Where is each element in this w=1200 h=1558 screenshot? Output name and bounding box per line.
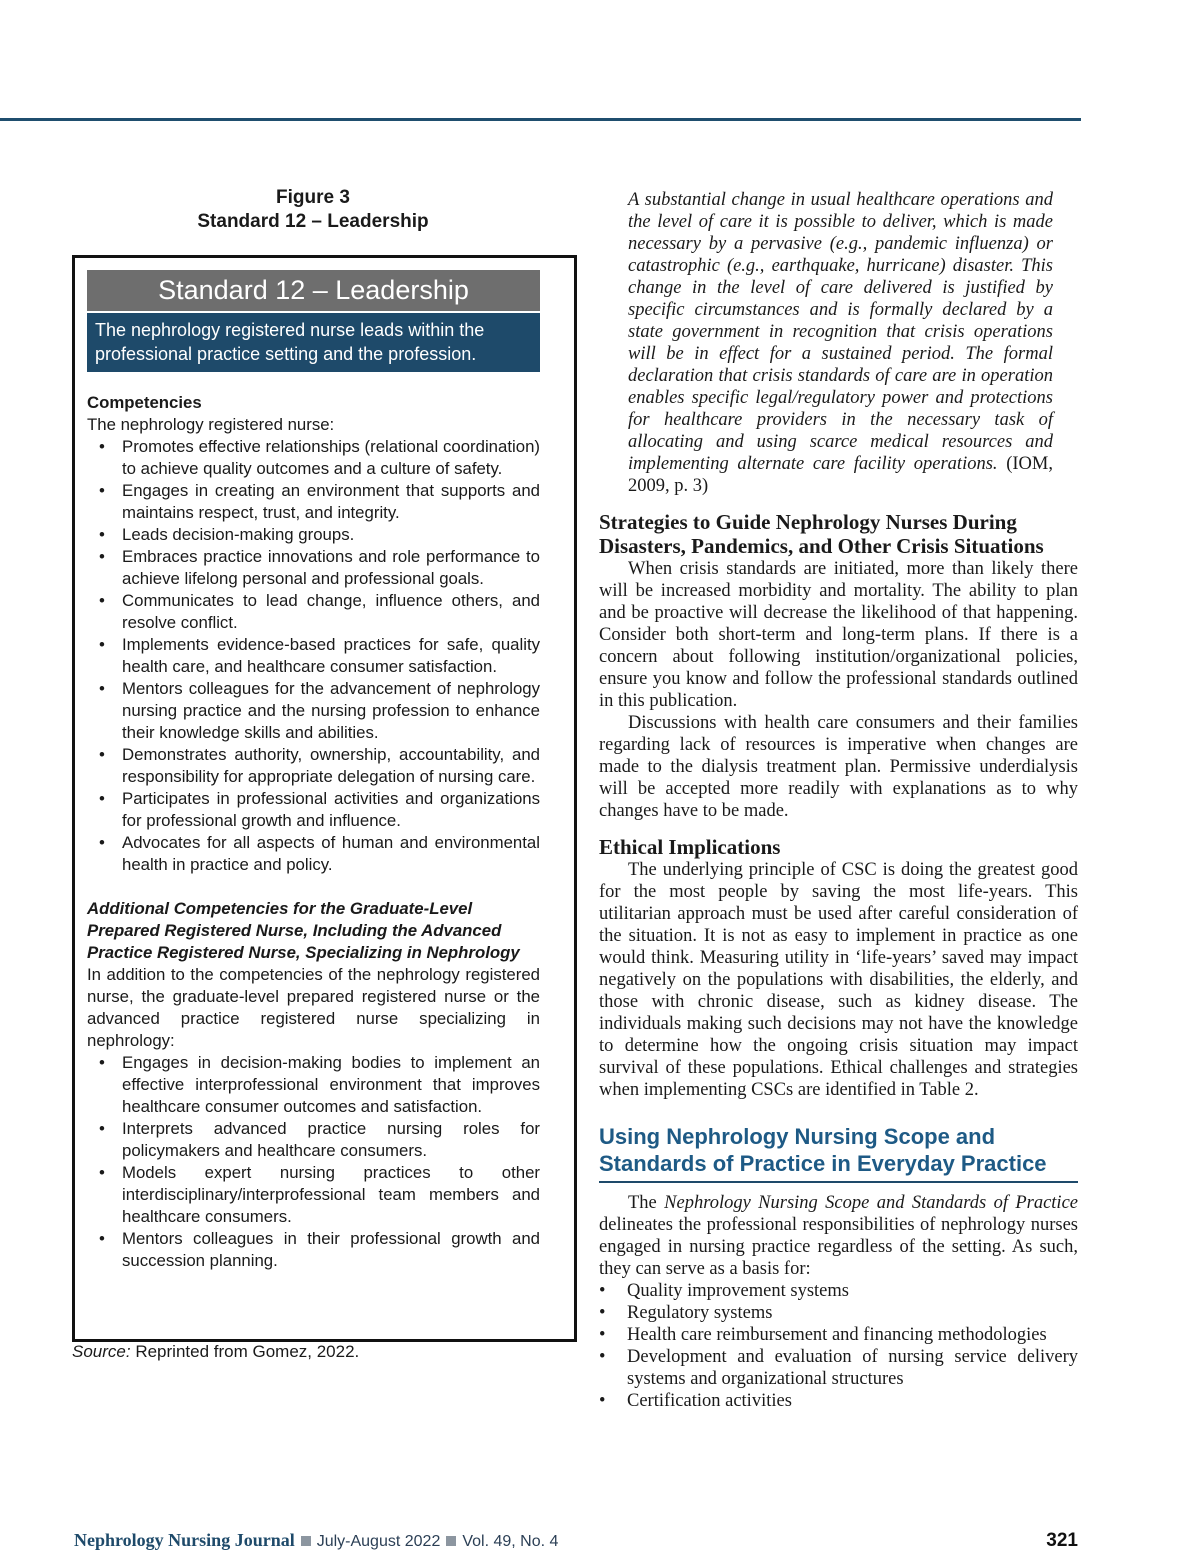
bullet-icon: • bbox=[599, 1325, 606, 1345]
list-item: • Interprets advanced practice nursing roles for policymakers and healthcare consumers. bbox=[99, 1119, 540, 1160]
bullet-icon: • bbox=[99, 525, 105, 544]
paragraph: Discussions with health care consumers and their families regarding lack of resources is imperative when changes are made to the dialysis treatment plan. Permissive underdialysis will be accepted more readily with explanations as to why changes have to be made. bbox=[599, 713, 1078, 821]
bullet-icon: • bbox=[99, 1053, 105, 1072]
list-item: • Health care reimbursement and financing methodologies bbox=[599, 1325, 1047, 1345]
source-text: Reprinted from Gomez, 2022. bbox=[130, 1342, 360, 1361]
bullet-icon: • bbox=[99, 437, 105, 456]
list-item: • Development and evaluation of nursing service delivery systems and organizational structures bbox=[599, 1347, 1078, 1389]
list-item: • Embraces practice innovations and role performance to achieve lifelong personal and professional goals. bbox=[99, 547, 540, 588]
list-item: • Mentors colleagues for the advancement of nephrology nursing practice and the nursing profession to enhance their knowledge skills and abilities. bbox=[99, 679, 540, 742]
bullet-icon: • bbox=[599, 1391, 606, 1411]
paragraph: The Nephrology Nursing Scope and Standards of Practice delineates the professional responsibilities of nephrology nurses engaged in nursing practice regardless of the setting. As such, they can serve as a basis for: bbox=[599, 1193, 1078, 1279]
paragraph: When crisis standards are initiated, more than likely there will be increased morbidity and mortality. The ability to plan and be proactive will decrease the likelihood of that happening. Consider both short-term and long-term plans. If there is a concern about following institution/organizational policies, ensure you know and follow the professional standards outlined in this publication. bbox=[599, 559, 1078, 711]
list-item: • Mentors colleagues in their professional growth and succession planning. bbox=[99, 1229, 540, 1270]
paragraph: The underlying principle of CSC is doing the greatest good for the most people by saving the most life-years. This utilitarian approach must be used after careful consideration of the situation. It is not as easy to implement in practice as one would think. Measuring utility in ‘life-years’ saved may impact negatively on the populations with disabilities, the elderly, and those with chronic disease, such as kidney disease. The individuals making such decisions may not have the knowledge to determine how the ongoing crisis situation may impact survival of these populations. Ethical challenges and strategies when implementing CSCs are identified in Table 2. bbox=[599, 860, 1078, 1100]
block-quote bbox=[628, 189, 1053, 497]
bullet-icon: • bbox=[599, 1281, 606, 1301]
list-item: • Engages in creating an environment that supports and maintains respect, trust, and integrity. bbox=[99, 481, 540, 522]
volume-number: Vol. 49, No. 4 bbox=[462, 1533, 559, 1550]
bullet-icon: • bbox=[99, 635, 105, 654]
bullet-icon: • bbox=[99, 591, 105, 610]
quote-text: A substantial change in usual healthcare operations and the level of care it is possible to deliver, which is made necessary by a pervasive (e.g., pandemic influenza) or catastrophic (e.g., earthquake, hurricane) disaster. This change in the level of care delivered is justified by specific circumstances and is formally declared by a state government in recognition that crisis operations will be in effect for a sustained period. The formal declaration that crisis standards of care are in operation enables specific legal/regulatory power and protections for healthcare providers in the necessary task of allocating and using scarce medical resources and implementing alternate care facility operations. bbox=[628, 190, 1053, 474]
quote-citation: (IOM, 2009, p. 3) bbox=[628, 454, 1053, 496]
list-item: • Regulatory systems bbox=[599, 1303, 773, 1323]
list-item: • Advocates for all aspects of human and environmental health in practice and policy. bbox=[99, 833, 540, 874]
bullet-icon: • bbox=[99, 1229, 105, 1248]
standard-title-bar: Standard 12 – Leadership bbox=[87, 270, 540, 311]
bullet-icon: • bbox=[599, 1347, 606, 1367]
separator-square-icon bbox=[301, 1536, 311, 1546]
figure-box bbox=[72, 255, 577, 1342]
bullet-icon: • bbox=[99, 1163, 105, 1182]
publication-title: Nephrology Nursing Scope and Standards of Practice bbox=[664, 1193, 1078, 1213]
right-column bbox=[599, 189, 1078, 1412]
additional-competencies-intro: In addition to the competencies of the nephrology registered nurse, the graduate-level prepared registered nurse or the advanced practice registered nurse specializing in nephrology: bbox=[87, 965, 540, 1050]
figure-number: Figure 3 bbox=[276, 187, 350, 208]
source-label: Source: bbox=[72, 1342, 131, 1361]
competencies-heading: Competencies bbox=[87, 393, 202, 412]
bullet-icon: • bbox=[99, 789, 105, 808]
list-item: • Implements evidence-based practices for safe, quality health care, and healthcare consumer satisfaction. bbox=[99, 635, 540, 676]
figure-caption bbox=[72, 186, 554, 234]
list-item: • Leads decision-making groups. bbox=[99, 525, 355, 544]
list-item: • Certification activities bbox=[599, 1391, 792, 1411]
list-item: • Promotes effective relationships (relational coordination) to achieve quality outcomes and a culture of safety. bbox=[99, 437, 540, 478]
competencies-list bbox=[87, 436, 540, 876]
header-rule bbox=[0, 118, 1081, 121]
bullet-icon: • bbox=[99, 745, 105, 764]
additional-competencies-heading: Additional Competencies for the Graduate-Level Prepared Registered Nurse, Including the Advanced Practice Registered Nurse, Specializing in Nephrology bbox=[87, 899, 520, 962]
list-item: • Communicates to lead change, influence others, and resolve conflict. bbox=[99, 591, 540, 632]
standard-description-bar: The nephrology registered nurse leads within the professional practice setting and the profession. bbox=[87, 313, 540, 372]
bullet-icon: • bbox=[99, 547, 105, 566]
basis-list bbox=[599, 1280, 1078, 1412]
issue-date: July-August 2022 bbox=[316, 1533, 441, 1550]
list-item: • Participates in professional activities and organizations for professional growth and influence. bbox=[99, 789, 540, 830]
section-heading-ethical: Ethical Implications bbox=[599, 835, 781, 859]
list-item: • Models expert nursing practices to other interdisciplinary/interprofessional team members and healthcare consumers. bbox=[99, 1163, 540, 1226]
bullet-icon: • bbox=[599, 1303, 606, 1323]
bullet-icon: • bbox=[99, 679, 105, 698]
section-heading-using-standards: Using Nephrology Nursing Scope and Standards of Practice in Everyday Practice bbox=[599, 1123, 1078, 1183]
list-item: • Quality improvement systems bbox=[599, 1281, 849, 1301]
bullet-icon: • bbox=[99, 833, 105, 852]
journal-name: Nephrology Nursing Journal bbox=[74, 1530, 295, 1550]
competencies-intro: The nephrology registered nurse: bbox=[87, 415, 335, 434]
separator-square-icon bbox=[446, 1536, 456, 1546]
bullet-icon: • bbox=[99, 1119, 105, 1138]
additional-competencies-list bbox=[87, 1052, 540, 1272]
list-item: • Demonstrates authority, ownership, accountability, and responsibility for appropriate delegation of nursing care. bbox=[99, 745, 540, 786]
figure-title: Standard 12 – Leadership bbox=[197, 211, 429, 232]
list-item: • Engages in decision-making bodies to implement an effective interprofessional environment that improves healthcare consumer outcomes and satisfaction. bbox=[99, 1053, 540, 1116]
section-heading-strategies: Strategies to Guide Nephrology Nurses During Disasters, Pandemics, and Other Crisis Situations bbox=[599, 510, 1044, 558]
bullet-icon: • bbox=[99, 481, 105, 500]
figure-source bbox=[72, 1342, 359, 1362]
page-number: 321 bbox=[1046, 1530, 1078, 1551]
page-footer bbox=[74, 1530, 1080, 1558]
